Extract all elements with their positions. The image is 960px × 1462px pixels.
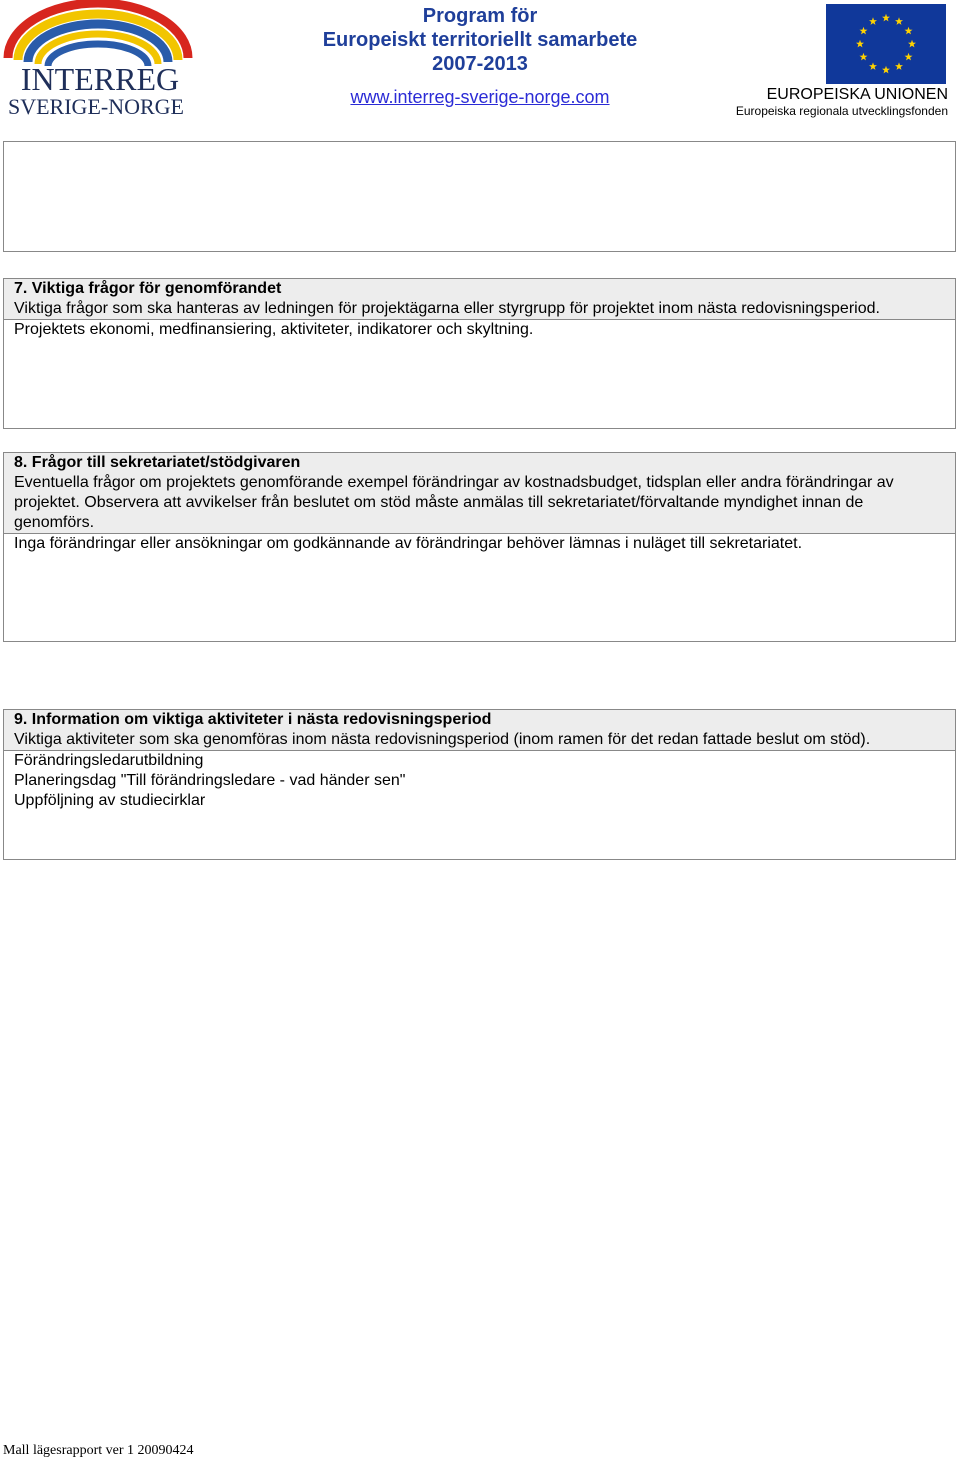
program-title-line-1: Program för — [422, 5, 538, 27]
section-9-header — [4, 710, 955, 751]
section-9-answer[interactable] — [4, 751, 955, 811]
program-header — [300, 4, 660, 108]
section-9-description: Viktiga aktiviteter som ska genomföras inom nästa redovisningsperiod (inom ramen för det redan fattade beslut om stöd). — [14, 731, 871, 748]
interreg-logo — [0, 0, 200, 125]
section-8-answer[interactable]: Inga förändringar eller ansökningar om godkännande av förändringar behöver lämnas i nuläget till sekretariatet. — [14, 535, 803, 552]
section-9-answer-line: Uppföljning av studiecirklar — [14, 792, 206, 809]
eu-title: EUROPEISKA UNIONEN — [766, 86, 948, 103]
eu-subtitle: Europeiska regionala utvecklingsfonden — [735, 104, 948, 118]
section-9-box — [3, 709, 956, 860]
section-7-title: 7. Viktiga frågor för genomförandet — [14, 280, 282, 297]
previous-section-answer-box[interactable] — [3, 141, 956, 252]
section-7-answer[interactable]: Projektets ekonomi, medfinansiering, aktiviteter, indikatorer och skyltning. — [14, 321, 534, 338]
logo-text-line1: INTERREG — [20, 61, 180, 97]
section-7-box — [3, 278, 956, 429]
section-8-title: 8. Frågor till sekretariatet/stödgivaren — [14, 454, 301, 471]
program-website-link[interactable]: www.interreg-sverige-norge.com — [350, 87, 610, 107]
section-7-description: Viktiga frågor som ska hanteras av ledningen för projektägarna eller styrgrupp för projektet inom nästa redovisningsperiod. — [14, 300, 880, 317]
eu-flag-icon — [826, 4, 946, 84]
section-9-answer-line: Förändringsledarutbildning — [14, 752, 204, 769]
logo-text-line2: SVERIGE-NORGE — [8, 94, 184, 119]
section-8-header — [4, 453, 955, 534]
eu-label — [700, 86, 948, 119]
section-7-header — [4, 279, 955, 320]
program-title-line-2: Europeiskt territoriellt samarbete — [322, 29, 638, 51]
section-9-title: 9. Information om viktiga aktiviteter i nästa redovisningsperiod — [14, 711, 492, 728]
section-9-answer-line: Planeringsdag "Till förändringsledare - vad händer sen" — [14, 772, 406, 789]
document-footer: Mall lägesrapport ver 1 20090424 — [3, 1443, 194, 1458]
section-8-description: Eventuella frågor om projektets genomförande exempel förändringar av kostnadsbudget, tidsplan eller andra förändringar av projektet. Observera att avvikelser från beslutet om stöd måste anmälas till sekretariatet/förvaltande myndighet innan de genomförs. — [14, 474, 894, 531]
section-8-box — [3, 452, 956, 642]
program-title-line-3: 2007-2013 — [432, 53, 528, 75]
